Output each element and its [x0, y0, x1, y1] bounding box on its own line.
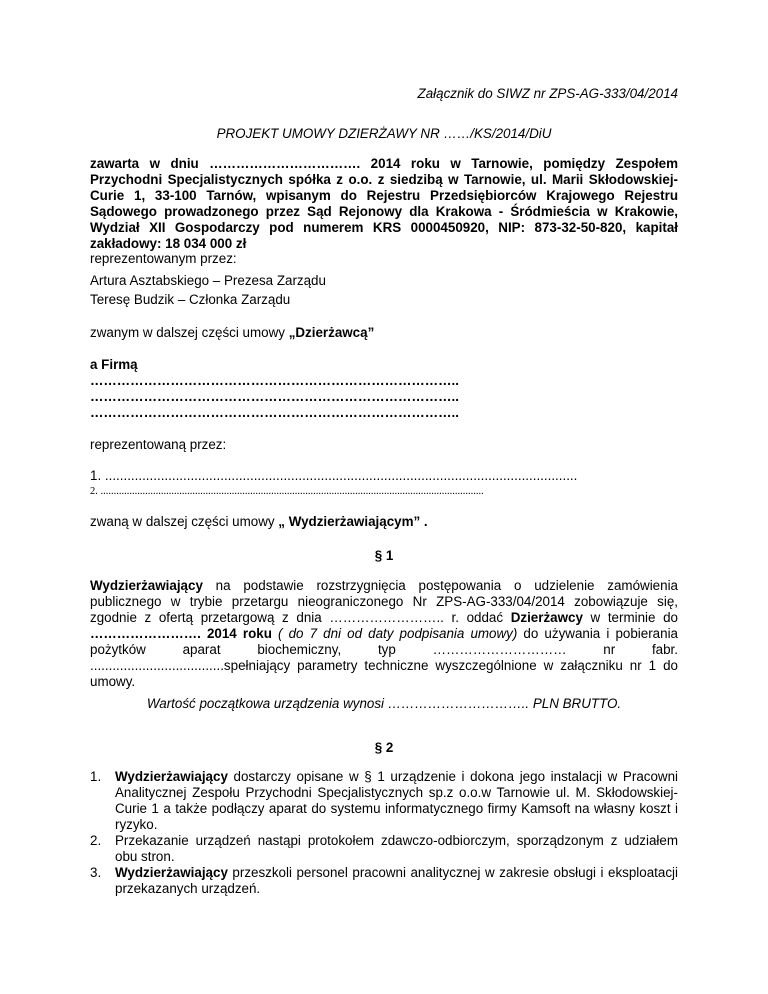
section-2-item-text: dostarczy opisane w § 1 urządzenie i dokona jego instalacji w Pracowni Analitycznej Zespołu Przychodni Specjalistycznych sp.z o.o.w Tarnowie ul. M. Skłodowskiej-Curie 1 a także podłączy aparat do systemu informatycznego firmy Kamsoft na własny koszt i ryzyko.	[115, 769, 678, 832]
section-2-item-number: 3.	[90, 865, 102, 880]
representative-2: Teresę Budzik – Członka Zarządu	[90, 292, 291, 307]
contract-parties-paragraph: zawarta w dniu ……………………………. 2014 roku w Tarnowie, pomiędzy Zespołem Przychodni Specjalistycznych spółka z o.o. z siedzibą w Tarnowie, ul. Marii Skłodowskiej-Curie 1, 33-100 Tarnów, wpisanym do Rejestru Przedsiębiorców Krajowego Rejestru Sądowego prowadzonego przez Sąd Rejonowy dla Krakowa - Śródmieścia w Krakowie, Wydział XII Gospodarczy pod numerem KRS 0000450920, NIP: 873-32-50-820, kapitał zakładowy: 18 034 000 zł	[90, 156, 678, 251]
section-1-heading: § 1	[374, 548, 394, 563]
section-2-item-text: przeszkoli personel pracowni analitycznej w zakresie obsługi i eksploatacji przekazanych urządzeń.	[115, 865, 678, 896]
attachment-reference: Załącznik do SIWZ nr ZPS-AG-333/04/2014	[417, 86, 678, 101]
section-1-lessee: Dzierżawcy	[510, 610, 583, 625]
firm-line-2: ………………………………………………………………………..	[90, 389, 459, 404]
section-2-list	[90, 769, 678, 897]
firm-label: a Firmą	[90, 357, 138, 372]
lessee-designation	[90, 325, 678, 341]
contract-title: PROJEKT UMOWY DZIERŻAWY NR ……/KS/2014/DiU	[216, 126, 552, 141]
section-2-item	[90, 833, 678, 865]
lessor-designation	[90, 514, 678, 530]
representative-1: Artura Asztabskiego – Prezesa Zarządu	[90, 273, 326, 288]
firm-representative-line-2: 2. ..................................................................................................................................................	[90, 486, 484, 497]
section-2-item-lead: Wydzierżawiający	[115, 769, 228, 784]
section-1-text-f: do używania i pobierania pożytków aparat biochemiczny, typ ………………………… nr fabr. ....................................spełniający parametry techniczne wyszczególnione w załączniku nr 1 do umowy.	[90, 626, 678, 689]
initial-value-line: Wartość początkowa urządzenia wynosi ………………………….. PLN BRUTTO.	[146, 696, 622, 711]
section-2-item-lead: Wydzierżawiający	[115, 865, 228, 880]
section-1-deadline-note: ( do 7 dni od daty podpisania umowy)	[271, 626, 518, 641]
lessee-designation-prefix: zwanym w dalszej części umowy	[90, 325, 289, 340]
section-1-text-a: na podstawie rozstrzygnięcia postępowania o udzielenie zamówienia publicznego w trybie przetargu nieograniczonego Nr ZPS-AG-333/04/2014 zobowiązuje się, zgodnie z ofertą przetargową z dnia …………………….. r. oddać	[90, 578, 678, 625]
section-2-item-number: 2.	[90, 833, 102, 848]
section-2-item-text: Przekazanie urządzeń nastąpi protokołem zdawczo-odbiorczym, sporządzonym z udziałem obu stron.	[115, 833, 678, 864]
firm-line-3: ………………………………………………………………………..	[90, 405, 459, 420]
firm-representative-line-1: 1. ...............................................................................................................................	[90, 468, 578, 483]
section-1-deadline: ……………………. 2014 roku	[90, 626, 272, 641]
represented-by-label: reprezentowanym przez:	[90, 251, 237, 266]
section-2-heading: § 2	[374, 740, 394, 755]
lessor-designation-prefix: zwaną w dalszej części umowy	[90, 514, 279, 529]
firm-line-1: ………………………………………………………………………..	[90, 373, 459, 388]
lessee-name: „Dzierżawcą”	[288, 325, 375, 340]
section-1-paragraph	[90, 578, 678, 690]
firm-represented-by-label: reprezentowaną przez:	[90, 437, 227, 452]
section-2-item	[90, 769, 678, 833]
section-2-item	[90, 865, 678, 897]
section-1-text-c: w terminie do	[582, 610, 678, 625]
lessor-name: „ Wydzierżawiającym” .	[278, 514, 428, 529]
section-2-item-number: 1.	[90, 769, 102, 784]
section-1-lessor: Wydzierżawiający	[90, 578, 203, 593]
